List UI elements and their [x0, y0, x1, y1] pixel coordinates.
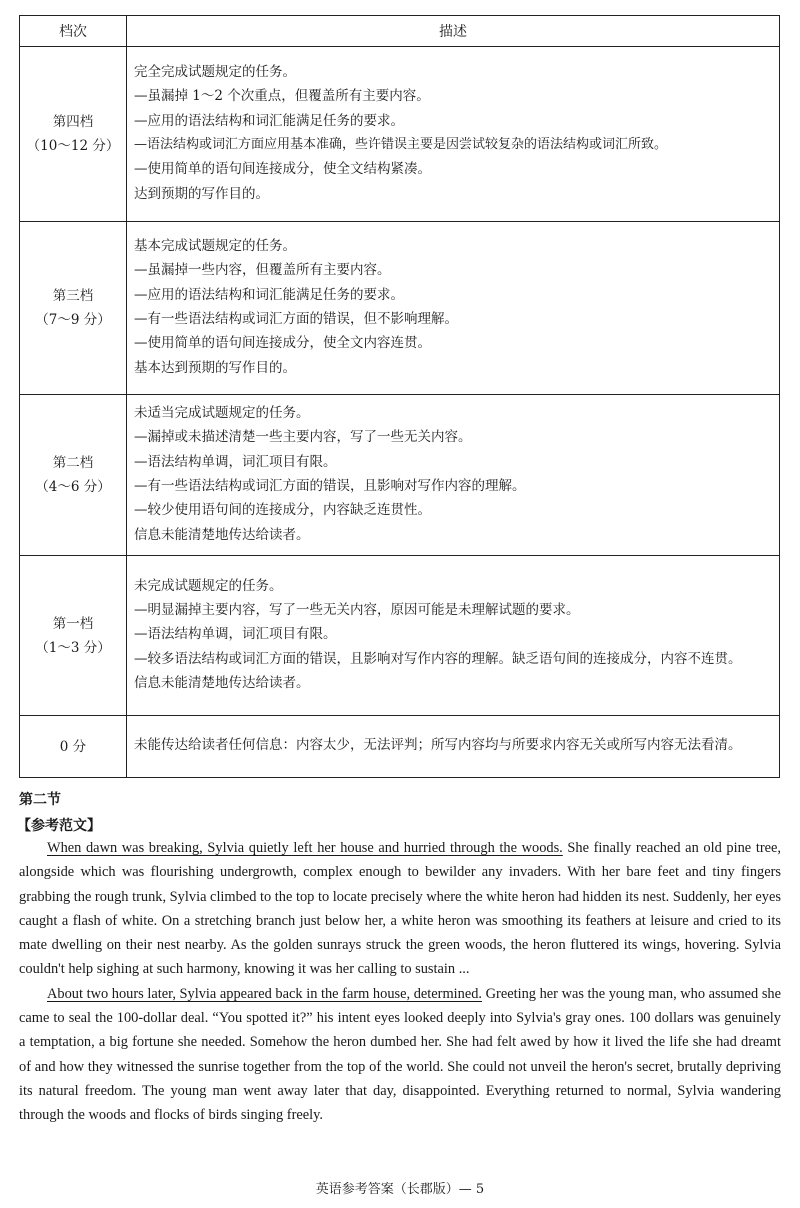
description-line: —有一些语法结构或词汇方面的错误，但不影响理解。 [134, 311, 458, 327]
level-name: 第一档 [52, 615, 94, 632]
level-cell [20, 716, 127, 778]
description-cell [127, 47, 780, 222]
essay-paragraph [19, 836, 781, 982]
scoring-rubric-table [19, 15, 780, 778]
level-cell [20, 222, 127, 395]
level-name: 0 分 [59, 738, 87, 755]
level-range: （1～3 分） [35, 639, 111, 656]
description-cell [127, 395, 780, 556]
description-cell [127, 556, 780, 716]
essay-paragraph-text: Greeting her was the young man, who assumed she came to seal the 100-dollar deal. “You spotted it?” his intent eyes looked deeply into Sylvia's gray ones. 100 dollars was genuinely a temptation, a big fortune she needed. Somehow the heron dumbed her. She had felt awed by how it lived the life she had dreamt of and how they witnessed the sunrise together from the top of the world. She could not unveil the heron's secret, brutally depriving its natural freedom. The young man went away later that day, disappointed. Everything returned to normal, Sylvia wandering through the woods and flocks of birds singing freely. [19, 985, 782, 1124]
level-range: （10～12 分） [26, 138, 120, 154]
description-line: —应用的语法结构和词汇能满足任务的要求。 [134, 286, 404, 303]
level-range: （7～9 分） [35, 312, 111, 328]
description-line: —漏掉或未描述清楚一些主要内容，写了一些无关内容。 [134, 429, 472, 446]
level-range: （4～6 分） [35, 479, 111, 495]
description-line: 基本达到预期的写作目的。 [134, 359, 296, 376]
level-name: 第四档 [52, 114, 94, 130]
sample-essay [19, 836, 781, 1128]
header-level: 档次 [20, 16, 127, 47]
header-description: 描述 [127, 16, 780, 47]
description-line: 完全完成试题规定的任务。 [134, 64, 296, 81]
description-line: —虽漏掉一些内容，但覆盖所有主要内容。 [134, 262, 391, 279]
table-row [20, 716, 780, 778]
level-cell [20, 395, 127, 556]
description-line: —明显漏掉主要内容，写了一些无关内容，原因可能是未理解试题的要求。 [134, 602, 580, 619]
description-line: —虽漏掉 1～2 个次重点，但覆盖所有主要内容。 [134, 88, 430, 105]
description-line: 未完成试题规定的任务。 [134, 577, 283, 594]
description-line: 未能传达给读者任何信息：内容太少，无法评判；所写内容均与所要求内容无关或所写内容无法看清。 [134, 737, 742, 754]
description-line: —有一些语法结构或词汇方面的错误，且影响对写作内容的理解。 [134, 478, 526, 494]
table-header-row [20, 16, 780, 47]
section-title: 第二节 [19, 792, 61, 808]
description-line: 基本完成试题规定的任务。 [134, 238, 296, 255]
essay-opening-sentence: When dawn was breaking, Sylvia quietly left her house and hurried through the woods. [47, 840, 563, 856]
table-row [20, 222, 780, 395]
description-line: —使用简单的语句间连接成分，使全文内容连贯。 [134, 335, 431, 352]
description-line: 信息未能清楚地传达给读者。 [134, 526, 310, 543]
table-row [20, 47, 780, 222]
page-footer: 英语参考答案（长郡版）— 5 [315, 1182, 485, 1197]
description-line: —语法结构单调，词汇项目有限。 [134, 453, 337, 470]
level-cell [20, 556, 127, 716]
description-line: 达到预期的写作目的。 [134, 185, 269, 202]
description-cell [127, 222, 780, 395]
essay-opening-sentence: About two hours later, Sylvia appeared back in the farm house, determined. [47, 985, 483, 1002]
description-line: —语法结构单调，词汇项目有限。 [134, 626, 337, 643]
essay-paragraph [19, 982, 781, 1128]
description-line: 信息未能清楚地传达给读者。 [134, 674, 310, 691]
level-name: 第二档 [52, 455, 94, 471]
essay-label: 【参考范文】 [17, 818, 101, 834]
description-cell [127, 716, 780, 778]
table-row [20, 395, 780, 556]
description-line: —语法结构或词汇方面应用基本准确，些许错误主要是因尝试较复杂的语法结构或词汇所致。 [134, 137, 668, 152]
table-row [20, 556, 780, 716]
description-line: —使用简单的语句间连接成分，使全文结构紧凑。 [134, 161, 431, 178]
description-line: —较少使用语句间的连接成分，内容缺乏连贯性。 [134, 502, 431, 519]
description-line: —应用的语法结构和词汇能满足任务的要求。 [134, 112, 404, 129]
level-cell [20, 47, 127, 222]
description-line: 未适当完成试题规定的任务。 [134, 405, 310, 422]
essay-paragraph-text: She finally reached an old pine tree, alongside which was flourishing undergrowth, complex enough to bewilder any invaders. With her bare feet and tiny fingers grabbing the rough trunk, Sylvia climbed to the top to locate precisely where the white heron had hidden its nest. Suddenly, her eyes caught a flash of white. On a stretching branch just below her, a white heron was smoothing its feathers at leisure and cried to its mate dwelling on their nest nearby. As the golden sunrays struck the green woods, the heron fluttered its wings, hovering. Sylvia couldn't help sighing at such harmony, knowing it was her calling to sustain ... [19, 840, 781, 978]
level-name: 第三档 [52, 288, 94, 304]
description-line: —较多语法结构或词汇方面的错误，且影响对写作内容的理解。缺乏语句间的连接成分，内容不连贯。 [134, 650, 742, 667]
